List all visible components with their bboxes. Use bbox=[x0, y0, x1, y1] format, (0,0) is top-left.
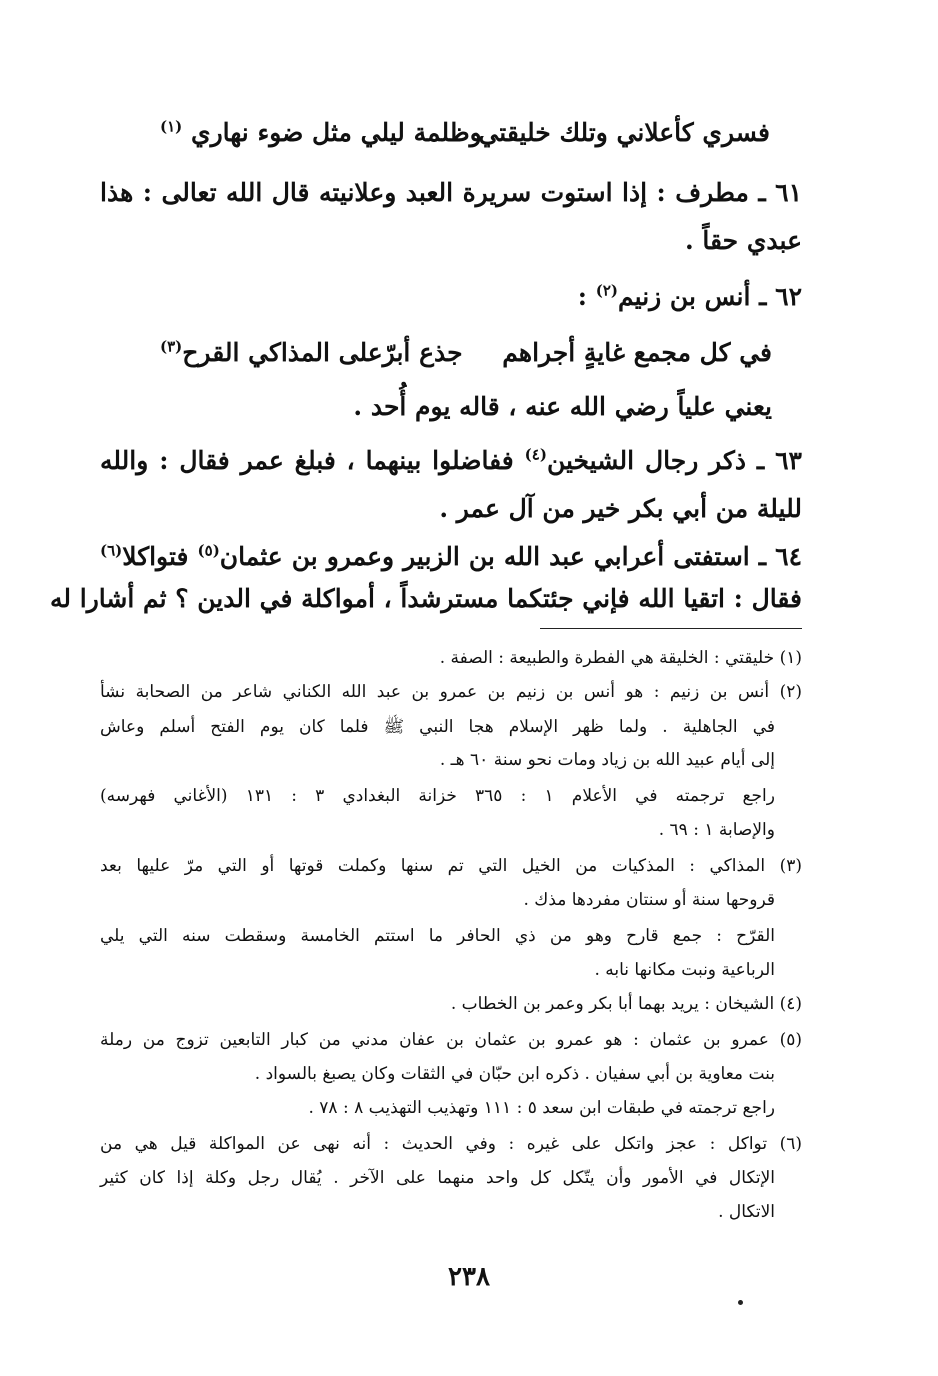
verse-1-left-hemistich: وظلمة ليلي مثل ضوء نهاري $^{(١)}$ bbox=[160, 117, 482, 147]
footnote-ref-5: (٥) bbox=[197, 541, 220, 560]
footnote-2-line-1: (٢) أنس بن زنيم : هو أنس بن زنيم بن عمرو بن عبد الله الكناني شاعر من الصحابة نشأ bbox=[100, 682, 802, 702]
footnote-3-line-2: قروحها سنة أو سنتان مفردها مذك . bbox=[523, 890, 775, 910]
verse-2-right-hemistich: في كل مجمع غايةٍ أجراهم bbox=[502, 338, 772, 367]
footnote-6-line-3: الاتكال . bbox=[718, 1202, 775, 1222]
footnote-5-line-3: راجع ترجمته في طبقات ابن سعد ٥ : ١١١ وتهذيب التهذيب ٨ : ٧٨ . bbox=[308, 1098, 775, 1118]
footnote-3-line-4: الرباعية ونبت مكانها نابه . bbox=[594, 960, 775, 980]
entry-64-line-2: فقال : اتقيا الله فإني جئتكما مسترشداً ، أمواكلة في الدين ؟ ثم أشارا له bbox=[50, 584, 802, 613]
footnote-3-line-3: القرّح : جمع قارح وهو من ذي الحافر ما استتم الخامسة وسقطت سنه التي يلي bbox=[100, 926, 775, 946]
footnote-2-line-4: راجع ترجمته في الأعلام ١ : ٣٦٥ خزانة البغدادي ٣ : ١٣١ (الأغاني فهرسه) bbox=[100, 786, 775, 806]
print-speck bbox=[738, 1300, 743, 1305]
entry-64-line-1: ٦٤ ـ استفتى أعرابي عبد الله بن الزبير وعمرو بن عثمان$^{(٥)}$ فتواكلا$^{(٦)}$ bbox=[100, 541, 802, 571]
entry-63-line-1: ٦٣ ـ ذكر رجال الشيخين$^{(٤)}$ ففاضلوا بينهما ، فبلغ عمر فقال : والله bbox=[100, 445, 802, 475]
footnote-1: (١) خليقتي : الخليقة هي الفطرة والطبيعة : الصفة . bbox=[439, 648, 802, 668]
footnote-ref-1: (١) bbox=[160, 117, 183, 136]
footnote-4: (٤) الشيخان : يريد بهما أبا بكر وعمر بن الخطاب . bbox=[450, 994, 802, 1014]
footnote-2-line-5: والإصابة ١ : ٦٩ . bbox=[658, 820, 775, 840]
verse-2-gloss: يعني علياً رضي الله عنه ، قاله يوم أُحد . bbox=[353, 392, 772, 421]
verse-1-right-hemistich: فسري كأعلاني وتلك خليقتي bbox=[478, 118, 770, 147]
footnote-2-line-3: إلى أيام عبيد الله بن زياد ومات نحو سنة ٦٠ هـ . bbox=[439, 750, 775, 770]
entry-62-heading: ٦٢ ـ أنس بن زنيم$^{(٢)}$ : bbox=[577, 281, 802, 311]
footnote-5-line-2: بنت معاوية بن أبي سفيان . ذكره ابن حبّان في الثقات وكان يصبغ بالسواد . bbox=[254, 1064, 775, 1084]
footnote-6-line-1: (٦) تواكل : عجز واتكل على غيره : وفي الحديث : أنه نهى عن المواكلة قيل هي من bbox=[100, 1134, 802, 1154]
footnote-3-line-1: (٣) المذاكي : المذكيات من الخيل التي تم سنها وكملت قوتها أو التي مرّ عليها بعد bbox=[100, 856, 802, 876]
page-number: ٢٣٨ bbox=[448, 1262, 490, 1292]
footnote-6-line-2: الإتكال في الأمور وأن يتّكل كل واحد منهما على الآخر . يُقال رجل وكلة إذا كان كثير bbox=[100, 1168, 775, 1188]
footnote-5-line-1: (٥) عمرو بن عثمان : هو عمرو بن عثمان بن عفان مدني من كبار التابعين تزوج من رملة bbox=[100, 1030, 802, 1050]
entry-61-line-2: عبدي حقاً . bbox=[685, 226, 802, 255]
footnote-ref-6: (٦) bbox=[100, 541, 123, 560]
entry-63-line-2: لليلة من أبي بكر خير من آل عمر . bbox=[439, 494, 802, 523]
footnote-separator bbox=[540, 628, 802, 629]
entry-61-line-1: ٦١ ـ مطرف : إذا استوت سريرة العبد وعلانيته قال الله تعالى : هذا bbox=[100, 178, 802, 207]
verse-2-left-hemistich: جذع أبرّعلى المذاكي القرح$^{(٣)}$ bbox=[160, 337, 463, 367]
footnote-ref-4: (٤) bbox=[524, 445, 547, 464]
footnote-ref-3: (٣) bbox=[160, 337, 183, 356]
footnote-2-line-2: في الجاهلية . ولما ظهر الإسلام هجا النبي ﷺ فلما كان يوم الفتح أسلم وعاش bbox=[100, 717, 775, 737]
footnote-ref-2: (٢) bbox=[595, 281, 619, 300]
